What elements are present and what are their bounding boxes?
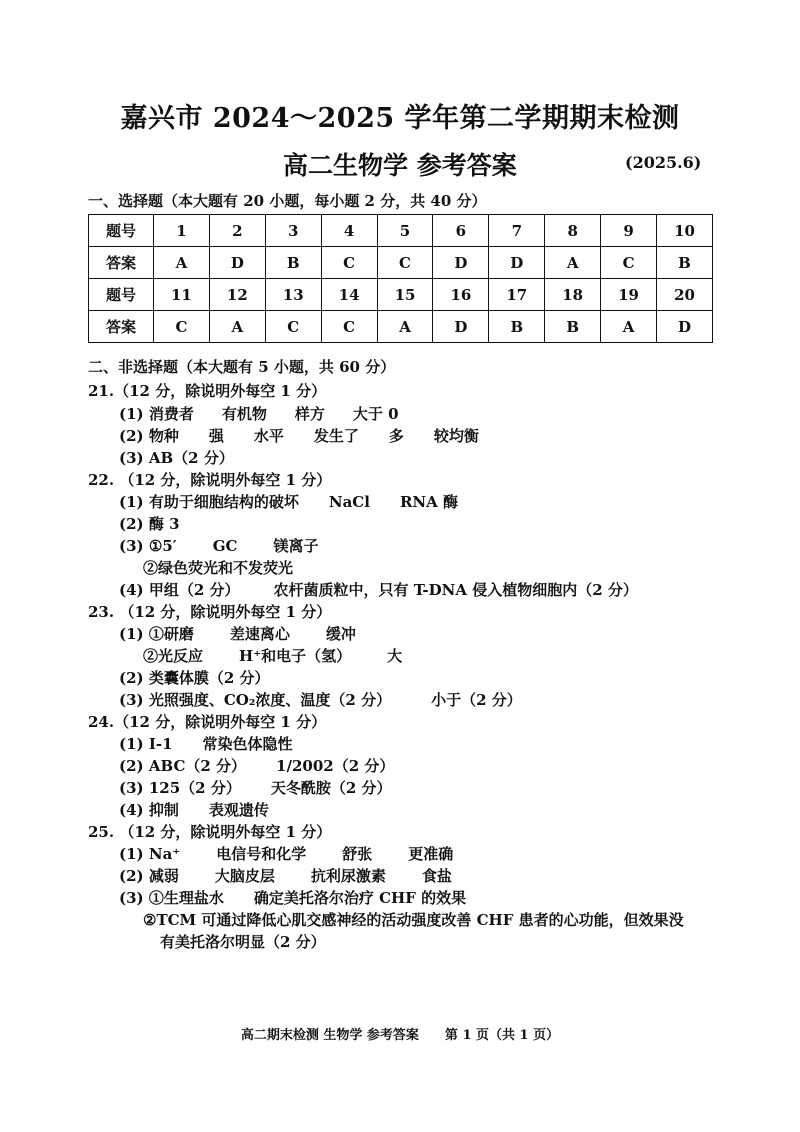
answer-text: H⁺和电子（氢） [239, 647, 352, 665]
q23-part3 [119, 689, 522, 710]
answer-text: 更准确 [408, 845, 454, 863]
table-cell: 16 [433, 279, 489, 311]
table-cell: A [154, 247, 210, 279]
q22-title: 22. （12 分，除说明外每空 1 分） [88, 471, 332, 489]
answer-text: (1) Ⅰ-1 [119, 735, 173, 753]
table-cell: B [657, 247, 713, 279]
answer-text: 确定美托洛尔治疗 CHF 的效果 [253, 889, 467, 907]
answer-text: 农杆菌质粒中，只有 T-DNA 侵入植物细胞内（2 分） [273, 581, 638, 599]
answer-text: (3) 光照强度、CO₂浓度、温度（2 分） [119, 691, 392, 709]
table-cell: 12 [209, 279, 265, 311]
answer-text: 多 [388, 427, 404, 445]
answer-text: 大于 0 [352, 405, 399, 423]
table-cell: 1 [154, 215, 210, 247]
table-cell: 4 [321, 215, 377, 247]
table-cell: A [209, 311, 265, 343]
answer-text: (4) 抑制 [119, 801, 179, 819]
answer-text: (1) 有助于细胞结构的破坏 [119, 493, 299, 511]
table-cell: A [377, 311, 433, 343]
q23-part1b [143, 645, 402, 666]
table-cell: C [321, 247, 377, 279]
answer-text: (2) ABC（2 分） [119, 757, 247, 775]
table-cell: B [545, 311, 601, 343]
answer-text: 镁离子 [273, 537, 319, 555]
answer-text: 较均衡 [433, 427, 479, 445]
table-cell: 11 [154, 279, 210, 311]
answer-text: 大脑皮层 [214, 867, 275, 885]
table-cell: D [433, 311, 489, 343]
answer-text: GC [212, 537, 238, 555]
answer-text: (3) ①生理盐水 [119, 889, 224, 907]
q23-part2: (2) 类囊体膜（2 分） [119, 669, 270, 687]
page-footer: 高二期末检测 生物学 参考答案 第 1 页（共 1 页） [240, 1028, 560, 1043]
answer-text: 水平 [253, 427, 284, 445]
answer-text: 大 [387, 647, 403, 665]
table-cell: 5 [377, 215, 433, 247]
q22-part3b: ②绿色荧光和不发荧光 [143, 559, 294, 577]
q23-part1a [119, 623, 356, 644]
answer-text: 发生了 [313, 427, 359, 445]
table-cell: 18 [545, 279, 601, 311]
answer-text: (4) 甲组（2 分） [119, 581, 240, 599]
answer-text: 缓冲 [325, 625, 356, 643]
table-cell: 17 [489, 279, 545, 311]
page-title: 嘉兴市 2024～2025 学年第二学期期末检测 [120, 103, 680, 134]
q21-title: 21.（12 分，除说明外每空 1 分） [88, 382, 327, 400]
table-cell: B [265, 247, 321, 279]
q24-title: 24.（12 分，除说明外每空 1 分） [88, 713, 327, 731]
table-row [89, 247, 713, 279]
answer-text: 样方 [294, 405, 325, 423]
q24-part4 [119, 799, 269, 820]
answer-text: (1) ①研磨 [119, 625, 194, 643]
q22-part3a [119, 535, 318, 556]
q25-part3a [119, 887, 466, 908]
answer-text: 差速离心 [229, 625, 290, 643]
table-cell: 9 [601, 215, 657, 247]
answer-text: 食盐 [421, 867, 452, 885]
answer-text: (2) 减弱 [119, 867, 179, 885]
section2-heading: 二、非选择题（本大题有 5 小题，共 60 分） [88, 358, 396, 376]
q24-part1 [119, 733, 293, 754]
table-header-cell: 题号 [89, 279, 154, 311]
answer-text: 抗利尿激素 [310, 867, 386, 885]
q21-part3: (3) AB（2 分） [119, 449, 234, 467]
section1-heading: 一、选择题（本大题有 20 小题，每小题 2 分，共 40 分） [88, 192, 487, 210]
q24-part2 [119, 755, 394, 776]
answer-text: 有机物 [221, 405, 267, 423]
table-cell: D [209, 247, 265, 279]
q22-part2: (2) 酶 3 [119, 515, 180, 533]
table-cell: D [433, 247, 489, 279]
answer-text: 1/2002（2 分） [276, 757, 395, 775]
q22-part4 [119, 579, 638, 600]
q25-part2 [119, 865, 452, 886]
answer-table [88, 214, 713, 343]
table-header-cell: 答案 [89, 247, 154, 279]
answer-text: (1) 消费者 [119, 405, 194, 423]
table-cell: 20 [657, 279, 713, 311]
table-header-cell: 答案 [89, 311, 154, 343]
table-cell: C [265, 311, 321, 343]
q22-part1 [119, 491, 458, 512]
table-cell: 15 [377, 279, 433, 311]
q25-part3c: 有美托洛尔明显（2 分） [160, 933, 326, 951]
table-cell: C [321, 311, 377, 343]
q21-part2 [119, 425, 479, 446]
answer-text: 小于（2 分） [431, 691, 522, 709]
answer-text: NaCl [328, 493, 370, 511]
answer-text: ②光反应 [143, 647, 204, 665]
table-cell: A [545, 247, 601, 279]
answer-text: 舒张 [342, 845, 373, 863]
table-cell: D [657, 311, 713, 343]
table-cell: 14 [321, 279, 377, 311]
table-cell: B [489, 311, 545, 343]
page-subtitle: 高二生物学 参考答案 [283, 151, 517, 180]
table-cell: A [601, 311, 657, 343]
table-cell: 13 [265, 279, 321, 311]
table-header-cell: 题号 [89, 215, 154, 247]
table-cell: D [489, 247, 545, 279]
q25-part1 [119, 843, 453, 864]
table-cell: 7 [489, 215, 545, 247]
table-cell: 19 [601, 279, 657, 311]
q25-title: 25. （12 分，除说明外每空 1 分） [88, 823, 332, 841]
table-cell: 6 [433, 215, 489, 247]
exam-date: (2025.6) [625, 153, 702, 172]
answer-text: 电信号和化学 [216, 845, 307, 863]
table-row [89, 279, 713, 311]
answer-text: 天冬酰胺（2 分） [270, 779, 392, 797]
answer-text: (2) 物种 [119, 427, 179, 445]
table-row [89, 311, 713, 343]
table-cell: 8 [545, 215, 601, 247]
q24-part3 [119, 777, 392, 798]
answer-text: (1) Na⁺ [119, 845, 181, 863]
answer-text: (3) ①5′ [119, 537, 177, 555]
q23-title: 23. （12 分，除说明外每空 1 分） [88, 603, 332, 621]
table-cell: 3 [265, 215, 321, 247]
table-row [89, 215, 713, 247]
q21-part1 [119, 403, 399, 424]
answer-text: 常染色体隐性 [202, 735, 293, 753]
answer-text: 强 [208, 427, 224, 445]
table-cell: C [601, 247, 657, 279]
table-cell: 10 [657, 215, 713, 247]
table-cell: 2 [209, 215, 265, 247]
answer-text: RNA 酶 [399, 493, 458, 511]
answer-text: 表观遗传 [208, 801, 269, 819]
table-cell: C [377, 247, 433, 279]
table-cell: C [154, 311, 210, 343]
q25-part3b: ②TCM 可通过降低心肌交感神经的活动强度改善 CHF 患者的心功能，但效果没 [143, 911, 684, 929]
answer-text: (3) 125（2 分） [119, 779, 241, 797]
